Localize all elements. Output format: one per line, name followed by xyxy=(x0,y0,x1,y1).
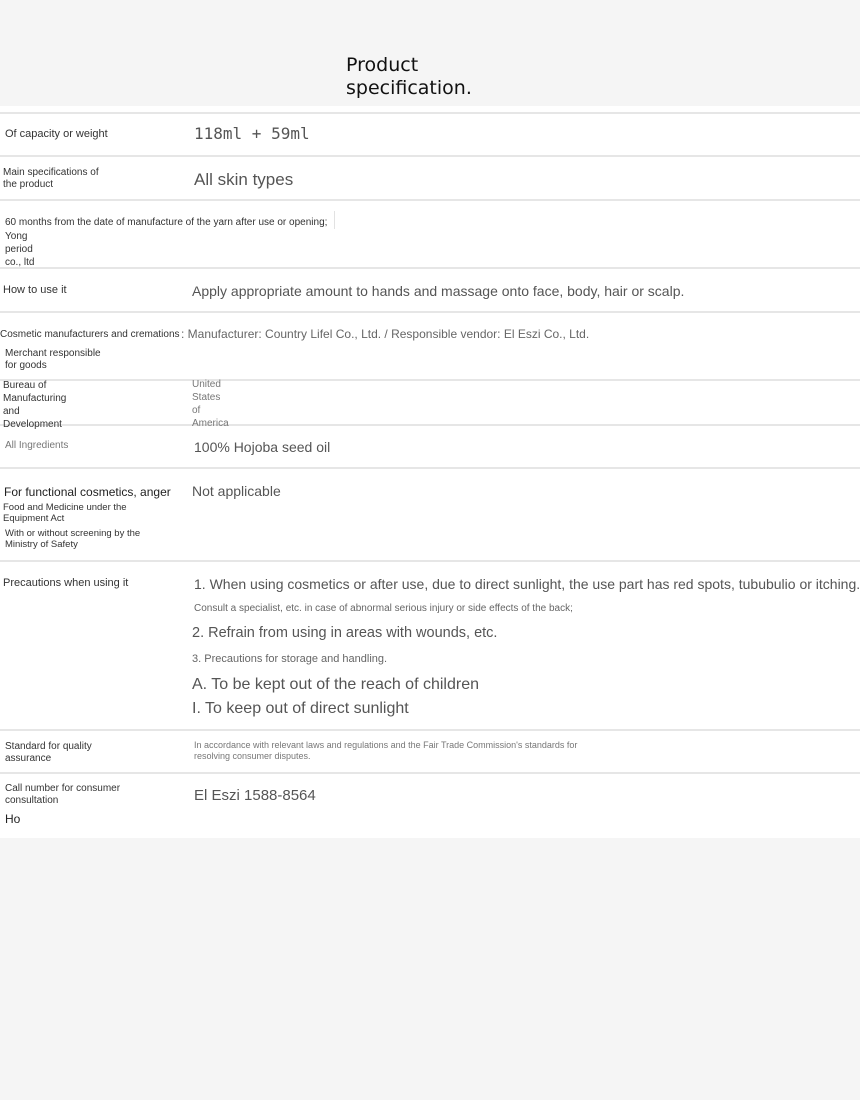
consultation-extra: Ho xyxy=(5,812,21,826)
manufacturer-value: : Manufacturer: Country Lifel Co., Ltd. / Responsible vendor: El Eszi Co., Ltd. xyxy=(181,327,590,341)
row-divider xyxy=(0,311,860,313)
capacity-value: 118ml + 59ml xyxy=(194,124,310,143)
how-to-use-label: How to use it xyxy=(3,284,67,296)
row-divider xyxy=(0,467,860,469)
main-spec-value: All skin types xyxy=(194,170,294,189)
precaution-item-2: 2. Refrain from using in areas with wounds, etc. xyxy=(192,625,498,641)
precaution-item-3: 3. Precautions for storage and handling. xyxy=(192,653,388,665)
row-divider xyxy=(0,199,860,201)
merchant-label: Merchant responsible for goods xyxy=(5,348,101,371)
row-divider xyxy=(0,379,860,381)
row-divider xyxy=(0,560,860,562)
origin-label: Bureau of Manufacturing and Development xyxy=(3,380,67,430)
main-spec-label: Main specifications of the product xyxy=(3,167,99,190)
functional-sub-label-2: With or without screening by the Ministry of Safety xyxy=(5,528,141,550)
precaution-item-3b: I. To keep out of direct sunlight xyxy=(192,700,409,717)
consultation-label: Call number for consumer consultation xyxy=(5,783,121,806)
precaution-item-1: 1. When using cosmetics or after use, due to direct sunlight, the use part has red spots, tububulio or itching. xyxy=(194,576,860,592)
row-divider xyxy=(0,155,860,157)
row-divider xyxy=(0,729,860,731)
capacity-label: Of capacity or weight xyxy=(5,128,108,140)
consultation-value: El Eszi 1588-8564 xyxy=(194,787,316,804)
ingredients-label: All Ingredients xyxy=(5,440,69,451)
manufacturer-label: Cosmetic manufacturers and cremations xyxy=(0,329,180,340)
functional-label: For functional cosmetics, anger xyxy=(4,485,171,499)
origin-value: United States of America xyxy=(192,379,229,429)
page-title: Product specification. xyxy=(346,54,472,99)
precaution-item-3a: A. To be kept out of the reach of children xyxy=(192,676,479,693)
how-to-use-value: Apply appropriate amount to hands and massage onto face, body, hair or scalp. xyxy=(192,283,685,299)
period-divider xyxy=(334,211,335,229)
row-divider xyxy=(0,267,860,269)
period-sub-label: Yong period co., ltd xyxy=(5,231,35,268)
functional-value: Not applicable xyxy=(192,483,281,499)
precautions-label: Precautions when using it xyxy=(3,577,129,589)
quality-value: In accordance with relevant laws and regulations and the Fair Trade Commission's standards for resolving consumer disputes. xyxy=(194,740,578,761)
row-divider xyxy=(0,112,860,114)
row-divider xyxy=(0,424,860,426)
period-label: 60 months from the date of manufacture of the yarn after use or opening; xyxy=(5,217,328,228)
row-divider xyxy=(0,772,860,774)
quality-label: Standard for quality assurance xyxy=(5,741,92,764)
ingredients-value: 100% Hojoba seed oil xyxy=(194,439,331,455)
precaution-item-1-note: Consult a specialist, etc. in case of abnormal serious injury or side effects of the back; xyxy=(194,603,573,614)
functional-sub-label-1: Food and Medicine under the Equipment Act xyxy=(3,502,127,524)
